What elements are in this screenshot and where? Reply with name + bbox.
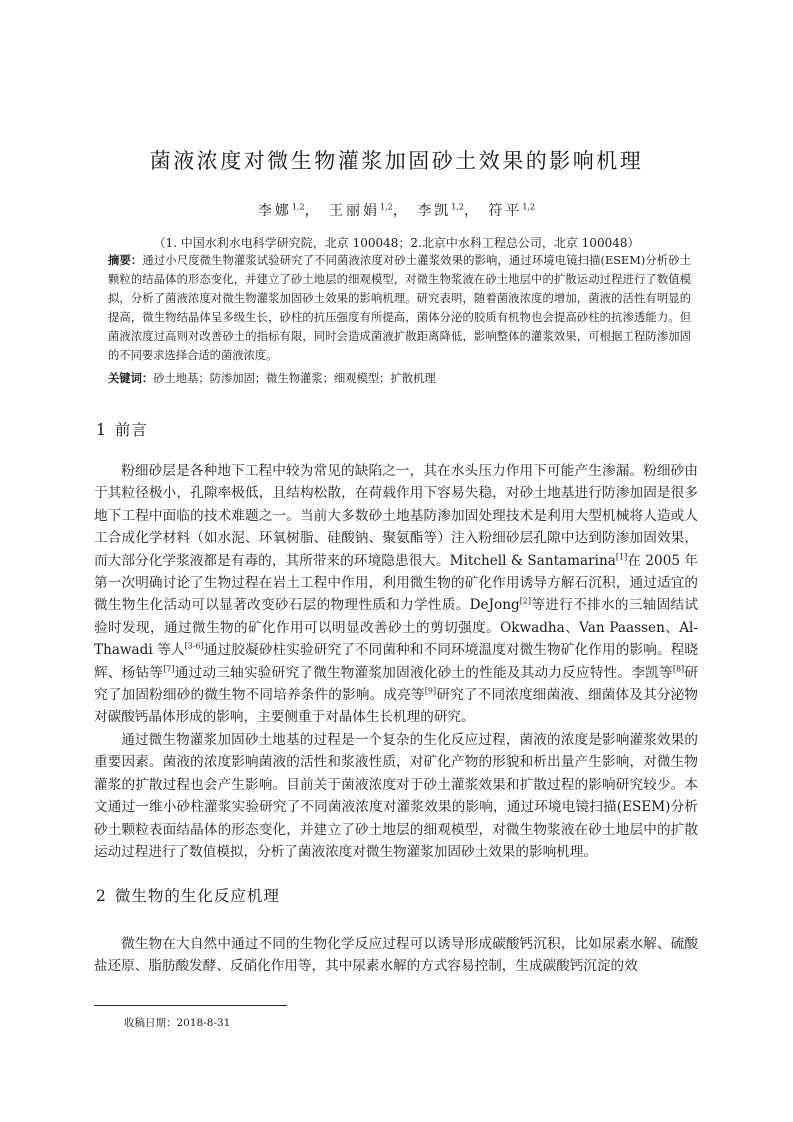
footnote-rule [94,1005,287,1006]
paragraph: 粉细砂层是各种地下工程中较为常见的缺陷之一，其在水头压力作用下可能产生渗漏。粉细砂由于其粒径极小，孔隙率极低，且结构松散，在荷载作用下容易失稳，对砂土地基进行防渗加固是很多地下工程中面临的技术难题之一。当前大多数砂土地基防渗加固处理技术是利用大型机械将人造或人工合成化学材料（如水泥、环氧树脂、硅酸钠、聚氨酯等）注入粉细砂层孔隙中达到防渗加固效果，而大部分化学浆液都是有毒的，其所带来的环境隐患很大。Mitchell & Santamarina[1]在 2005 年第一次明确讨论了生物过程在岩土工程中作用，利用微生物的矿化作用诱导方解石沉积，通过适宜的微生物生化活动可以显著改变砂石层的物理性质和力学性质。DeJong[2]等进行不排水的三轴固结试验时发现，通过微生物的矿化作用可以明显改善砂土的剪切强度。Okwadha、Van Paassen、Al-Thawadi 等人[3-6]通过胶凝砂柱实验研究了不同菌种和不同环境温度对微生物矿化作用的影响。程晓辉、杨钻等[7]通过动三轴实验研究了微生物灌浆加固液化砂土的性能及其动力反应特性。李凯等[8]研究了加固粉细砂的微生物不同培养条件的影响。成亮等[9]研究了不同浓度细菌液、细菌体及其分泌物对碳酸钙晶体形成的影响，主要侧重于对晶体生长机理的研究。 [94,463,699,726]
paragraph: 通过微生物灌浆加固砂土地基的过程是一个复杂的生化反应过程，菌液的浓度是影响灌浆效果的重要因素。菌液的浓度影响菌液的活性和浆液性质，对矿化产物的形貌和析出量产生影响，对微生物灌浆的扩散过程也会产生影响。目前关于菌液浓度对于砂土灌浆效果和扩散过程的影响研究较少。本文通过一维小砂柱灌浆实验研究了不同菌液浓度对灌浆效果的影响，通过环境电镜扫描(ESEM)分析砂土颗粒表面结晶体的形态变化，并建立了砂土地层的细观模型，对微生物浆液在砂土地层中的扩散运动过程进行了数值模拟，分析了菌液浓度对微生物灌浆加固砂土效果的影响机理。 [94,731,698,860]
abstract-text: 通过小尺度微生物灌浆试验研究了不同菌液浓度对砂土灌浆效果的影响，通过环境电镜扫描(ESEM)分析砂土颗粒的结晶体的形态变化，并建立了砂土地层的细观模型，对微生物浆液在砂土地层中的扩散运动过程进行了数值模拟，分析了菌液浓度对微生物灌浆加固砂土效果的影响机理。研究表明，随着菌液浓度的增加，菌液的活性有明显的提高，微生物结晶体呈多级生长，砂柱的抗压强度有所提高，菌体分泌的胶质有机物也会提高砂柱的抗渗透能力。但菌液浓度过高则对改善砂土的指标有限，同时会造成菌液扩散距离降低，影响整体的灌浆效果，可根据工程防渗加固的不同要求选择合适的菌液浓度。 [108,254,691,362]
keywords-label: 关键词： [108,372,154,385]
affiliation: （1. 中国水利水电科学研究院，北京 100048；2.北京中水科工程总公司，北京 100048） [153,236,640,250]
author-list: 李娜$^{1,2}$， 王丽娟$^{1,2}$， 李凯$^{1,2}$， 符平$^{1,2}$ [257,202,536,219]
author-affiliation-mark: 1,2 [380,202,393,212]
author-name: 符平 [488,203,523,219]
footnote: 收稿日期：2018-8-31 [124,1017,231,1029]
abstract-label: 摘要： [108,254,143,267]
author-name: 王丽娟 [329,203,381,219]
section-title: 前言 [114,421,148,439]
citation: [1] [615,552,628,562]
paragraph: 微生物在大自然中通过不同的生物化学反应过程可以诱导形成碳酸钙沉积，比如尿素水解、硫酸盐还原、脂肪酸发酵、反硝化作用等，其中尿素水解的方式容易控制，生成碳酸钙沉淀的效 [94,936,698,975]
citation: [2] [519,596,532,606]
section-number: 2 [96,887,107,905]
author-affiliation-mark: 1,2 [291,202,305,212]
author-name: 李娜 [257,203,292,219]
section-body [94,933,698,978]
citation: [3-6] [184,641,204,651]
section-heading [96,418,148,440]
citation: [9] [424,686,437,696]
section-number: 1 [96,421,107,439]
author-affiliation-mark: 1,2 [522,202,536,212]
section-body [94,460,698,863]
section-title: 微生物的生化反应机理 [114,887,280,905]
abstract [108,251,691,365]
citation: [7] [163,664,175,674]
paper-title: 菌液浓度对微生物灌浆加固砂土效果的影响机理 [149,149,644,173]
keywords-text: 砂土地基；防渗加固；微生物灌浆；细观模型；扩散机理 [153,372,436,385]
author-affiliation-mark: 1,2 [451,202,464,212]
author-name: 李凯 [417,203,452,219]
section-heading [96,884,280,906]
keywords [108,369,691,388]
citation: [8] [672,664,685,674]
